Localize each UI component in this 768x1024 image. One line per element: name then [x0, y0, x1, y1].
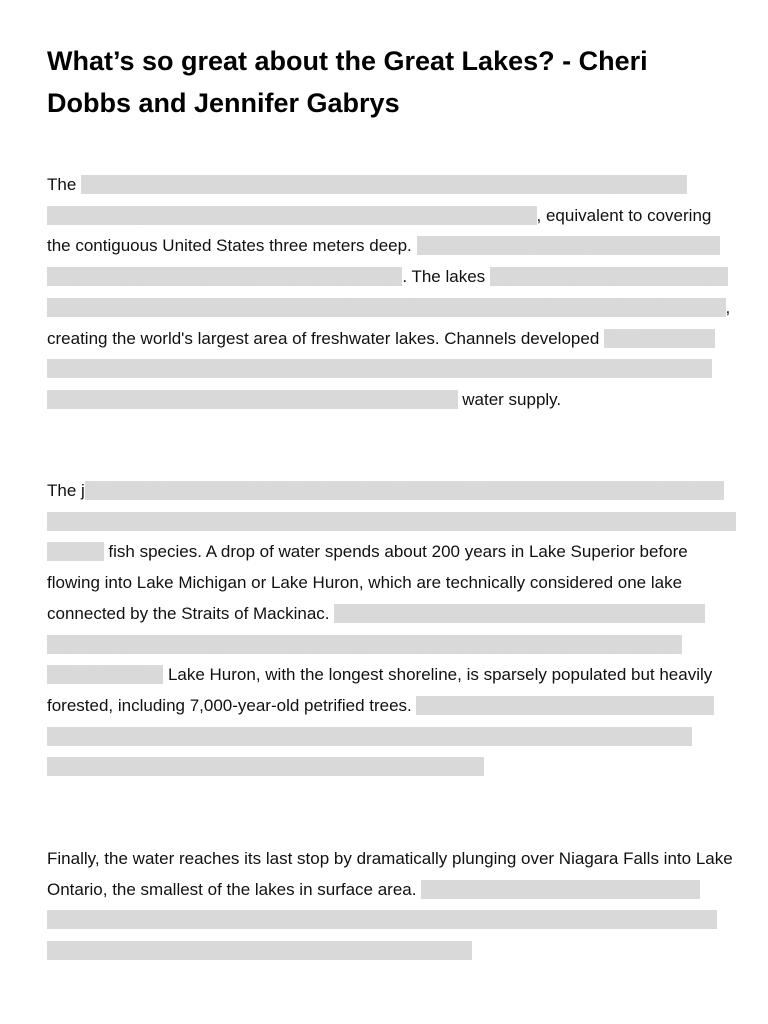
- paragraph-2-text-3: Lake Huron, with the longest shoreline, is sparsely populated but heavily forested, including 7,000-year-old petrified trees.: [47, 665, 713, 715]
- redacted-text-block: Some of this well-traveled water then enters the St. Lawrence River, eventually reaching the Atlantic Ocean. Apart from being a natural wonder, the Great Lakes offer numerous benefits: [47, 879, 717, 961]
- page-title: What’s so great about the Great Lakes? - Cheri Dobbs and Jennifer Gabrys: [47, 46, 648, 118]
- paragraph-3: [47, 844, 737, 967]
- paragraph-1-text-2: , equivalent to covering the contiguous United States three meters deep.: [47, 205, 712, 256]
- redacted-text-block: Great Lakes, known as America's inland seas, are a remarkable geologic feature bordering eight states and containing 23 quadrillion liters of water: [47, 175, 688, 225]
- paragraph-2-text-1: The j: [47, 481, 85, 500]
- redacted-text-block: ourney of the water begins in Lake Superior, the deepest, coldest, and clearest of the lakes, containing half the system's water and boasting a unique and diverse ecosystem with over 80: [47, 481, 737, 562]
- paragraph-1: [47, 170, 737, 416]
- paragraph-1-text-4: , creating the world's largest area of freshwater lakes. Channels developed: [47, 297, 731, 348]
- redacted-text-block: From Lake Huron, water flows southern towards into Lake Erie, the warmest and shallowest of the five lakes, supporting a rich diversity of animal life including millions of migratory birds.: [47, 695, 715, 777]
- paragraph-1-text-1: The: [47, 175, 82, 194]
- redacted-text-block: Lake Michigan is the third largest in surface area, featuring the world's largest freshwater dunes, abundant wildlife species, and unique fossilized coral.: [47, 603, 705, 685]
- redacted-text-block: Spanning forest, grassland, and wetland habitats, they support over 3,500 species of life: [47, 236, 720, 287]
- paragraph-3-text-1: Finally, the water reaches its last stop by dramatically plunging over Niagara Falls into Lake Ontario, the smallest of the lakes in surface area.: [47, 849, 733, 899]
- redacted-text-block: formed at the end of the last ice age over 10,000 years ago when retreating glaciers carved out basins that filled with water: [47, 267, 729, 317]
- paragraph-1-text-5: water supply.: [457, 389, 562, 409]
- paragraph-2-text-2: fish species. A drop of water spends about 200 years in Lake Superior before flowing into Lake Michigan or Lake Huron, which are technically considered one lake connected by the Straits of Mackinac.: [47, 542, 688, 623]
- paragraph-2: [47, 476, 737, 783]
- paragraph-1-text-3: . The lakes: [402, 267, 490, 287]
- redacted-text-block: between these basins, resulting in an ongoing exchange of water that sustains the interconnected Great Lakes, holding almost 20% of the world's fresh surface: [47, 328, 715, 409]
